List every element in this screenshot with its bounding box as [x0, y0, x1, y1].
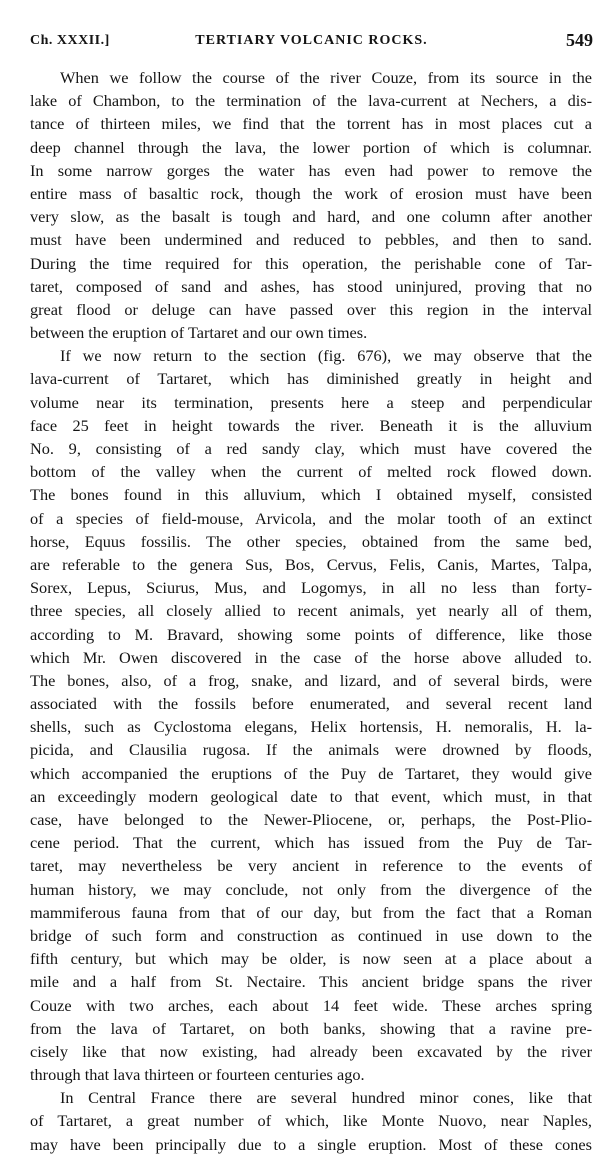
text-line: are referable to the genera Sus, Bos, Cervus, Felis, Canis, Martes, Talpa, — [30, 554, 592, 574]
running-header — [30, 30, 593, 52]
text-line: Sorex, Lepus, Sciurus, Mus, and Logomys, in all no less than forty- — [30, 578, 592, 598]
text-line: of Tartaret, a great number of which, like Monte Nuovo, near Naples, — [30, 1111, 592, 1131]
text-line: The bones found in this alluvium, which I obtained myself, consisted — [30, 485, 592, 505]
text-line: mile and a half from St. Nectaire. This ancient bridge spans the river — [30, 972, 592, 992]
text-line: lava-current of Tartaret, which has diminished greatly in height and — [30, 369, 592, 389]
text-line: bottom of the valley when the current of melted rock flowed down. — [30, 462, 592, 482]
chapter-label: Ch. XXXII.] — [30, 33, 110, 48]
text-line: cisely like that now existing, had already been excavated by the river — [30, 1041, 592, 1061]
text-line: face 25 feet in height towards the river. Beneath it is the alluvium — [30, 415, 592, 435]
text-line: which Mr. Owen discovered in the case of the horse above alluded to. — [30, 647, 592, 667]
text-line: lake of Chambon, to the termination of the lava-current at Nechers, a dis- — [30, 91, 592, 111]
text-line: tance of thirteen miles, we find that the torrent has in most places cut a — [30, 114, 592, 134]
text-line: taret, may nevertheless be very ancient in reference to the events of — [30, 856, 592, 876]
text-line: three species, all closely allied to recent animals, yet nearly all of them, — [30, 601, 592, 621]
text-line: No. 9, consisting of a red sandy clay, which must have covered the — [30, 439, 592, 458]
text-line: horse, Equus fossilis. The other species, obtained from the same bed, — [30, 531, 592, 551]
text-line: associated with the fossils before enumerated, and several recent land — [30, 694, 592, 714]
text-line: entire mass of basaltic rock, though the work of erosion must have been — [30, 183, 592, 203]
text-line: volume near its termination, presents here a steep and perpendicular — [30, 392, 592, 412]
text-line: During the time required for this operation, the perishable cone of Tar- — [30, 253, 592, 273]
text-line: The bones, also, of a frog, snake, and lizard, and of several birds, were — [30, 670, 592, 690]
text-line: human history, we may conclude, not only from the divergence of the — [30, 879, 592, 899]
text-line: according to M. Bravard, showing some points of difference, like those — [30, 624, 592, 644]
text-line: bridge of such form and construction as continued in use down to the — [30, 925, 592, 945]
text-line: When we follow the course of the river Couze, from its source in the — [60, 68, 592, 87]
text-line: shells, such as Cyclostoma elegans, Helix hortensis, H. nemoralis, H. la- — [30, 717, 592, 737]
text-line: case, have belonged to the Newer-Pliocene, or, perhaps, the Post-Plio- — [30, 810, 592, 829]
text-line: must have been undermined and reduced to pebbles, and then to sand. — [30, 230, 592, 250]
text-line: which accompanied the eruptions of the Puy de Tartaret, they would give — [30, 763, 592, 783]
text-line: of a species of field-mouse, Arvicola, and the molar tooth of an extinct — [30, 508, 592, 528]
text-line: between the eruption of Tartaret and our own times. — [30, 323, 368, 343]
text-line: may have been principally due to a single eruption. Most of these cones — [30, 1134, 592, 1154]
text-line: mammiferous fauna from that of our day, but from the fact that a Roman — [30, 902, 592, 922]
text-line: an exceedingly modern geological date to that event, which must, in that — [30, 786, 592, 806]
text-line: In some narrow gorges the water has even had power to remove the — [30, 160, 592, 180]
text-line: from the lava of Tartaret, on both banks, showing that a ravine pre- — [30, 1018, 592, 1038]
text-line: deep channel through the lava, the lower portion of which is columnar. — [30, 137, 592, 157]
text-line: through that lava thirteen or fourteen centuries ago. — [30, 1065, 365, 1085]
text-line: great flood or deluge can have passed over this region in the interval — [30, 299, 592, 319]
text-line: cene period. That the current, which has issued from the Puy de Tar- — [30, 833, 592, 853]
text-line: very slow, as the basalt is tough and hard, and one column after another — [30, 207, 592, 227]
page-number: 549 — [566, 30, 593, 50]
text-line: Couze with two arches, each about 14 feet wide. These arches spring — [30, 995, 592, 1015]
running-title: TERTIARY VOLCANIC ROCKS. — [195, 33, 428, 48]
body-text — [30, 66, 592, 1156]
text-line: taret, composed of sand and ashes, has stood uninjured, proving that no — [30, 276, 592, 296]
text-line: fifth century, but which may be older, is now seen at a place about a — [30, 949, 592, 969]
text-line: If we now return to the section (fig. 676), we may observe that the — [60, 346, 592, 366]
text-line: picida, and Clausilia rugosa. If the animals were drowned by floods, — [30, 740, 592, 760]
text-line: In Central France there are several hundred minor cones, like that — [60, 1088, 592, 1108]
